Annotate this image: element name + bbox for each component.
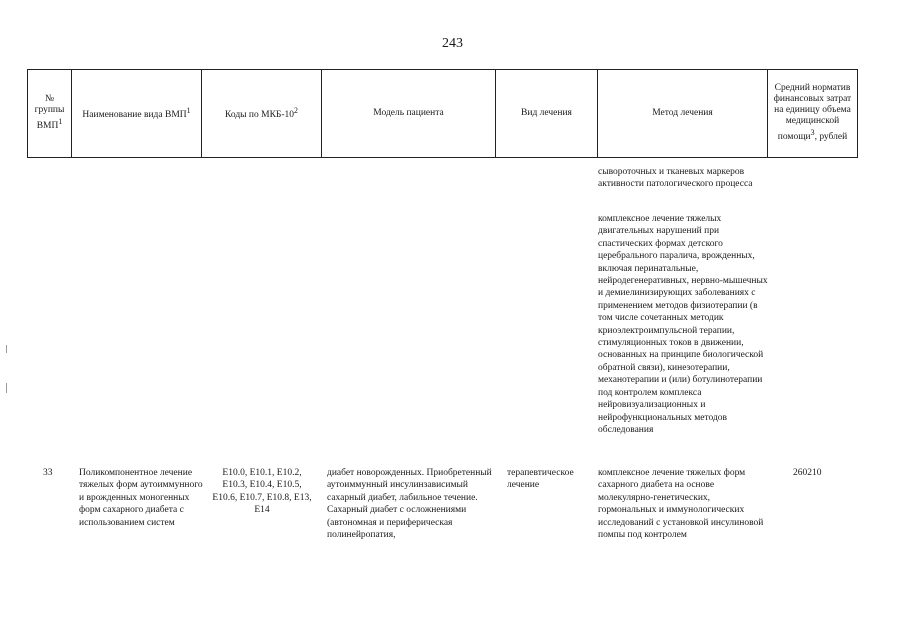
row-33-patient-model: диабет новорожденных. Приобретенный аутоиммунный инсулинзависимый сахарный диабет, лабильное течение. Сахарный диабет с осложнениями (автономная и периферическая полинейропатия, bbox=[327, 468, 492, 541]
header-vmp-name: Наименование вида ВМП$^1$ bbox=[72, 70, 202, 158]
row-33-cost: 260210 bbox=[793, 468, 822, 478]
row-33-treatment-type: терапевтическое лечение bbox=[507, 468, 574, 491]
method-continuation-1: сывороточных и тканевых маркеров активности патологического процесса bbox=[598, 167, 753, 190]
table-header bbox=[27, 69, 858, 158]
page-number: 243 bbox=[442, 36, 463, 51]
header-treatment-method: Метод лечения bbox=[598, 70, 768, 158]
row-33-name: Поликомпонентное лечение тяжелых форм аутоиммунного и врожденных моногенных форм сахарного диабета с использованием систем bbox=[79, 468, 203, 528]
header-average-cost: Средний норматив финансовых затрат на единицу объема медицинской помощи$^3$, рублей bbox=[768, 70, 858, 158]
row-33-number: 33 bbox=[43, 468, 53, 478]
scan-artifact bbox=[6, 345, 7, 353]
method-continuation-2: комплексное лечение тяжелых двигательных нарушений при спастических формах детского церебрального паралича, врожденных, включая перинатальные, нейродегенеративных, нервно-мышечных и демиелинизирующих заболеваниях с применением методов физиотерапии (в том числе сочетанных методик криоэлектроимпульсной терапии, стимуляционных токов в движении, основанных на принципе биологической обратной связи), кинезотерапии, механотерапии и (или) ботулинотерапии под контролем комплекса нейровизуализационных и нейрофункциональных методов обследования bbox=[598, 214, 768, 435]
row-33-codes: E10.0, E10.1, E10.2, E10.3, E10.4, E10.5, E10.6, E10.7, E10.8, E13, E14 bbox=[212, 468, 312, 516]
row-33-method: комплексное лечение тяжелых форм сахарного диабета на основе молекулярно-генетических, гормональных и иммунологических исследований с установкой инсулиновой помпы под контролем bbox=[598, 468, 764, 541]
header-icd-codes: Коды по МКБ-$10^2$ bbox=[202, 70, 322, 158]
header-patient-model: Модель пациента bbox=[322, 70, 496, 158]
scan-artifact bbox=[6, 383, 7, 393]
header-group-number: № группы ВМП$^1$ bbox=[28, 70, 72, 158]
header-treatment-type: Вид лечения bbox=[496, 70, 598, 158]
